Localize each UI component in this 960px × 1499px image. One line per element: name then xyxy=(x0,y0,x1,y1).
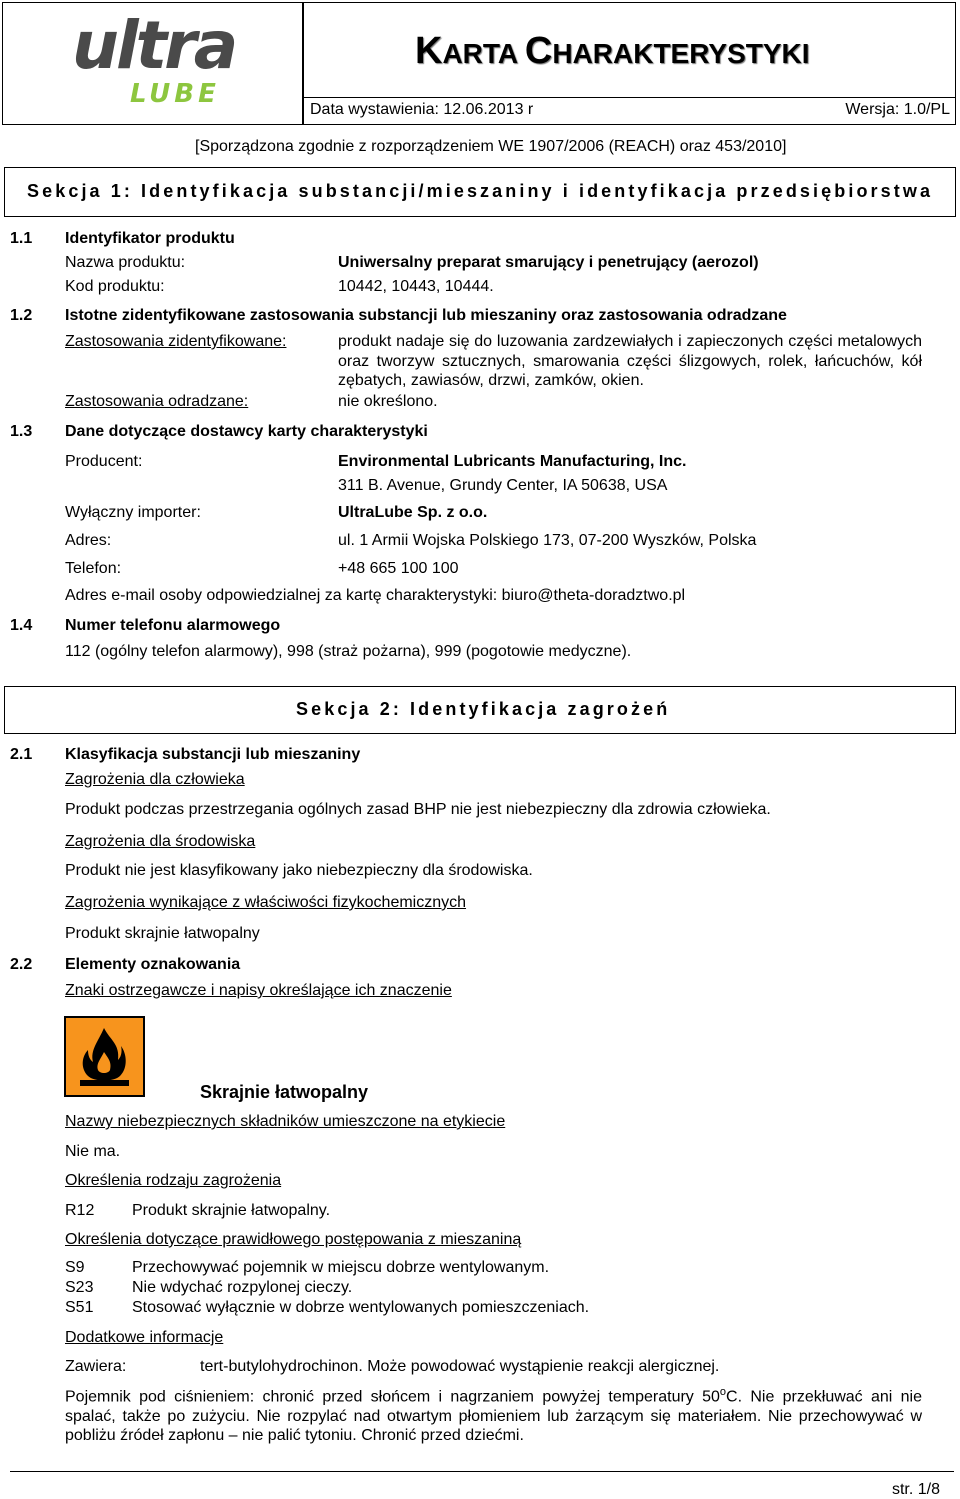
importer-label: Wyłączny importer: xyxy=(65,504,201,521)
product-name-label: Nazwa produktu: xyxy=(65,254,186,271)
safety-label: Określenia dotyczące prawidłowego postępowania z mieszaniną xyxy=(65,1231,522,1248)
logo-word-lube: LUBE xyxy=(130,79,220,109)
phys-hazard-text: Produkt skrajnie łatwopalny xyxy=(65,925,260,942)
phys-hazard-label: Zagrożenia wynikające z właściwości fizykochemicznych xyxy=(65,894,467,911)
safety-phrase-code: S51 xyxy=(65,1299,94,1316)
s11-title: Identyfikator produktu xyxy=(65,230,235,247)
s11-number: 1.1 xyxy=(10,230,33,247)
s13-title: Dane dotyczące dostawcy karty charakterystyki xyxy=(65,423,428,440)
safety-phrase-text: Przechowywać pojemnik w miejscu dobrze wentylowanym. xyxy=(132,1259,550,1276)
address-value: ul. 1 Armii Wojska Polskiego 173, 07-200 Wyszków, Polska xyxy=(338,532,757,549)
product-name-value: Uniwersalny preparat smarujący i penetrujący (aerozol) xyxy=(338,254,759,271)
s22-title: Elementy oznakowania xyxy=(65,956,241,973)
s21-number: 2.1 xyxy=(10,746,33,763)
section2-title: Sekcja 2: Identyfikacja zagrożeń xyxy=(296,699,671,719)
pressure-warning: Pojemnik pod ciśnieniem: chronić przed słońcem i nagrzaniem powyżej temperatury 50$^o$C. Nie przekłuwać ani nie spalać, także po zużyciu. Nie rozpylać nad otwartym płomieniem lub żarzącym się materiałem. Nie przechowywać w pobliżu źródeł zapłonu – nie palić tytoniu. Chronić przed dziećmi. xyxy=(65,1386,922,1445)
safety-phrase-code: S23 xyxy=(65,1279,94,1296)
safety-phrase-text: Stosować wyłącznie w dobrze wentylowanych pomieszczeniach. xyxy=(132,1299,590,1316)
producer-name: Environmental Lubricants Manufacturing, Inc. xyxy=(338,453,687,470)
symbols-label: Znaki ostrzegawcze i napisy określające ich znaczenie xyxy=(65,982,452,999)
section1-title: Sekcja 1: Identyfikacja substancji/mieszaniny i identyfikacja przedsiębiorstwa xyxy=(27,181,934,201)
s14-number: 1.4 xyxy=(10,617,33,634)
page-number: str. 1/8 xyxy=(891,1481,940,1498)
footer-divider xyxy=(10,1471,954,1472)
emergency-numbers: 112 (ogólny telefon alarmowy), 998 (straż pożarna), 999 (pogotowie medyczne). xyxy=(65,643,632,660)
additional-info-label: Dodatkowe informacje xyxy=(65,1329,224,1346)
phone-value: +48 665 100 100 xyxy=(338,560,459,577)
risk-phrase-code: R12 xyxy=(65,1202,95,1219)
uses-identified-value: produkt nadaje się do luzowania zardzewiałych i zapieczonych części metalowych oraz tworzyw sztucznych, smarowania części ślizgowych, rolek, łańcuchów, kół zębatych, zawiasów, drzwi, zamków, okien. xyxy=(338,333,922,389)
dangerous-components-label: Nazwy niebezpiecznych składników umieszczone na etykiecie xyxy=(65,1113,506,1130)
s14-title: Numer telefonu alarmowego xyxy=(65,617,281,634)
logo-word-ultra: ultra xyxy=(72,7,236,84)
dangerous-components-value: Nie ma. xyxy=(65,1143,121,1160)
uses-identified-label: Zastosowania zidentyfikowane: xyxy=(65,333,287,350)
s12-number: 1.2 xyxy=(10,307,33,324)
env-hazard-text: Produkt nie jest klasyfikowany jako niebezpieczny dla środowiska. xyxy=(65,862,533,879)
producer-label: Producent: xyxy=(65,453,143,470)
safety-phrase-text: Nie wdychać rozpylonej cieczy. xyxy=(132,1279,353,1296)
document-title: KARTA CHARAKTERYSTYKI xyxy=(415,30,810,72)
s22-number: 2.2 xyxy=(10,956,33,973)
s21-title: Klasyfikacja substancji lub mieszaniny xyxy=(65,746,361,763)
header-divider xyxy=(302,97,955,98)
human-hazard-label: Zagrożenia dla człowieka xyxy=(65,771,245,788)
uses-advised-value: nie określono. xyxy=(338,393,438,410)
regulation-note: [Sporządzona zgodnie z rozporządzeniem WE 1907/2006 (REACH) oraz 453/2010] xyxy=(195,138,787,155)
human-hazard-text: Produkt podczas przestrzegania ogólnych zasad BHP nie jest niebezpieczny dla zdrowia człowieka. xyxy=(65,801,771,818)
version: Wersja: 1.0/PL xyxy=(845,101,950,118)
ultralube-logo xyxy=(72,7,242,114)
env-hazard-label: Zagrożenia dla środowiska xyxy=(65,833,256,850)
pictogram-caption: Skrajnie łatwopalny xyxy=(200,1082,369,1102)
email-line: Adres e-mail osoby odpowiedzialnej za kartę charakterystyki: biuro@theta-doradztwo.pl xyxy=(65,587,686,604)
producer-address: 311 B. Avenue, Grundy Center, IA 50638, USA xyxy=(338,477,668,494)
address-label: Adres: xyxy=(65,532,112,549)
product-code-value: 10442, 10443, 10444. xyxy=(338,278,494,295)
risk-label: Określenia rodzaju zagrożenia xyxy=(65,1172,282,1189)
risk-phrase-text: Produkt skrajnie łatwopalny. xyxy=(132,1202,331,1219)
s13-number: 1.3 xyxy=(10,423,33,440)
safety-phrase-code: S9 xyxy=(65,1259,85,1276)
contains-label: Zawiera: xyxy=(65,1358,127,1375)
s12-title: Istotne zidentyfikowane zastosowania substancji lub mieszaniny oraz zastosowania odradzane xyxy=(65,307,787,324)
flame-icon xyxy=(64,1016,145,1097)
phone-label: Telefon: xyxy=(65,560,122,577)
issue-date: Data wystawienia: 12.06.2013 r xyxy=(310,101,534,118)
importer-name: UltraLube Sp. z o.o. xyxy=(338,504,488,521)
uses-advised-label: Zastosowania odradzane: xyxy=(65,393,249,410)
contains-value: tert-butylohydrochinon. Może powodować wystąpienie reakcji alergicznej. xyxy=(200,1358,720,1375)
product-code-label: Kod produktu: xyxy=(65,278,165,295)
